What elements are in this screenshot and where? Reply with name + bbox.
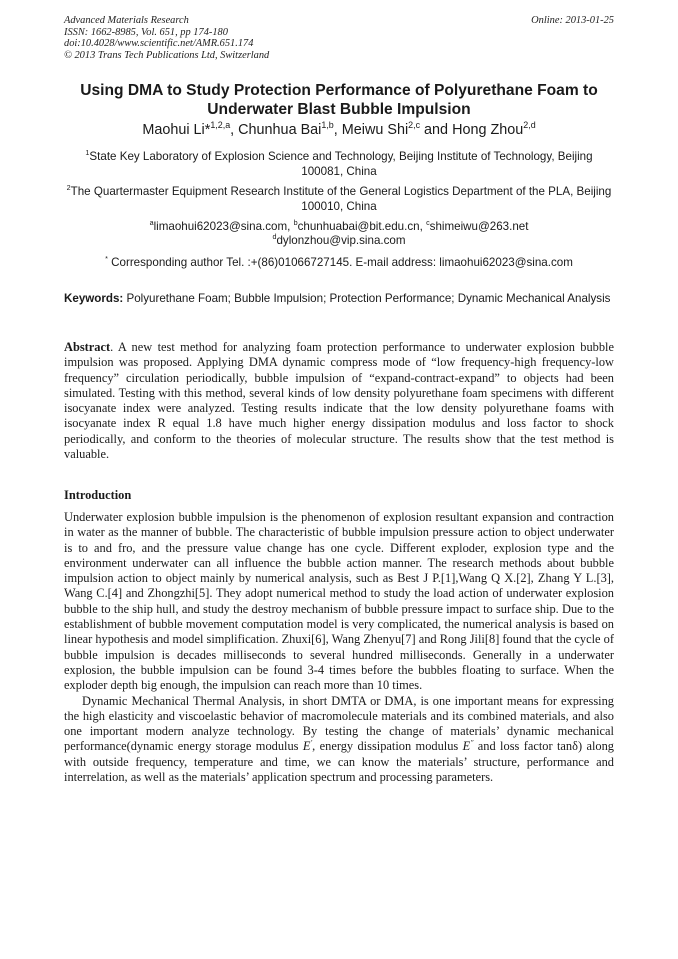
affiliation-text: The Quartermaster Equipment Research Institute of the General Logistics Department of the PLA, Beijing 100010, China xyxy=(70,185,612,213)
section-heading-introduction: Introduction xyxy=(64,488,132,502)
paper-title: Using DMA to Study Protection Performance of Polyurethane Foam to Underwater Blast Bubble Impulsion xyxy=(80,82,598,118)
author-name: Maohui Li* xyxy=(142,122,211,138)
author-separator: , xyxy=(333,122,342,138)
author-affiliation-marker: 1,b xyxy=(321,120,334,131)
author-affiliation-marker: 2,c xyxy=(408,120,421,131)
author-affiliation-marker: 2,d xyxy=(523,120,536,131)
issn-line: ISSN: 1662-8985, Vol. 651, pp 174-180 xyxy=(64,26,228,38)
email-b[interactable]: chunhuabai@bit.edu.cn xyxy=(297,220,420,233)
keywords-block xyxy=(64,291,614,306)
affiliation-number: 1 xyxy=(85,148,90,158)
copyright-line: © 2013 Trans Tech Publications Ltd, Switzerland xyxy=(64,49,270,61)
doi-line: doi:10.4028/www.scientific.net/AMR.651.174 xyxy=(64,38,254,50)
affiliation-1 xyxy=(64,149,614,179)
corresponding-text: Corresponding author Tel. :+(86)01066727145. E-mail address: limaohui62023@sina.com xyxy=(107,256,573,269)
author-name: Chunhua Bai xyxy=(238,122,322,138)
affiliation-number: 2 xyxy=(66,183,71,193)
journal-name: Advanced Materials Research xyxy=(64,15,189,26)
abstract-block xyxy=(64,340,614,462)
email-d[interactable]: dylonzhou@vip.sina.com xyxy=(276,234,406,247)
online-date: Online: 2013-01-25 xyxy=(531,15,614,26)
storage-modulus-symbol: E′ xyxy=(302,738,313,754)
journal-header xyxy=(64,15,269,61)
author-name: Hong Zhou xyxy=(452,122,524,138)
email-a[interactable]: limaohui62023@sina.com xyxy=(153,220,288,233)
loss-modulus-symbol: E″ xyxy=(462,738,474,754)
author-affiliation-marker: 1,2,a xyxy=(210,120,231,131)
paragraph-1: Underwater explosion bubble impulsion is the phenomenon of explosion resultant expansion and contraction in water as the manner of bubble. The characteristic of bubble impulsion pressure action to object underwater is to and fro, and the pressure value change has one cycle. Different exploder, explosion type and the environment underwater can all influence the bubble action manner. The research methods about bubble impulsion action to object mainly by numerical analysis, such as Best J P.[1],Wang Q X.[2], Zhang Y L.[3], Wang C.[4] and Zhongzhi[5]. They adopt numerical method to study the load action of underwater explosion bubble to the ship hull, and study the destroy mechanism of bubble pressure impact to surface ship. Due to the establishment of bubble movement computation model is very complicated, the numerical analysis is based on linear hypothesis and model simplification. Zhuxi[6], Wang Zhenyu[7] and Rong Jili[8] found that the cycle of bubble impulsion is decades milliseconds to several hundred milliseconds. Generally in a underwater explosion, the bubble impulsion can be found 3-4 times before the bubbles floating to surface. When the exploder depth big enough, the impulsion can reach more than 10 times. xyxy=(64,510,614,693)
author-emails: $^a$limaohui62023@sina.com, $^b$chunhuabai@bit.edu.cn, $^c$shimeiwu@263.net $^d$dylonzhou@vip.sina.com xyxy=(149,218,529,247)
abstract-text: . A new test method for analyzing foam protection performance to underwater explosion bubble impulsion was proposed. Applying DMA dynamic compress mode of “low frequency-high frequency-low frequency” circulation periodically, bubble impulsion of “expand-contract-expand” to objects had been simulated. Testing with this method, several kinds of low density polyurethane foam specimens with different isocyanate index were analyzed. Testing results indicate that the low density polyurethane foams with isocyanate index R equal 1.8 have much higher energy dissipation modulus and loss factor to shock periodically, and conform to the theories of molecular structure. The results show that the test method is valuable. xyxy=(64,340,614,462)
email-c[interactable]: shimeiwu@263.net xyxy=(429,220,529,233)
introduction-body xyxy=(64,510,614,785)
abstract-label: Abstract xyxy=(64,340,111,354)
author-name: Meiwu Shi xyxy=(341,122,409,138)
author-list xyxy=(40,121,638,139)
affiliation-text: State Key Laboratory of Explosion Science and Technology, Beijing Institute of Technology, Beijing 100081, China xyxy=(89,150,593,178)
keywords-text: Polyurethane Foam; Bubble Impulsion; Protection Performance; Dynamic Mechanical Analysis xyxy=(123,292,611,305)
paragraph-2: Dynamic Mechanical Thermal Analysis, in short DMTA or DMA, is one important means for expressing the high elasticity and viscoelastic behavior of macromolecule materials and its combined materials, and also one important modern analyze technology. By testing the change of materials’ dynamic mechanical performance(dynamic energy storage modulus E′, energy dissipation modulus E″ and loss factor tanδ) along with outside frequency, temperature and time, we can know the materials’ structure, performance and interrelation, as well as the materials’ application spectrum and processing parameters. xyxy=(64,693,614,785)
author-separator: and xyxy=(420,122,453,138)
author-separator: , xyxy=(230,122,239,138)
affiliation-2 xyxy=(64,184,614,214)
corresponding-mark: * xyxy=(105,254,108,264)
keywords-label: Keywords: xyxy=(64,292,124,305)
corresponding-author-note xyxy=(64,255,614,270)
